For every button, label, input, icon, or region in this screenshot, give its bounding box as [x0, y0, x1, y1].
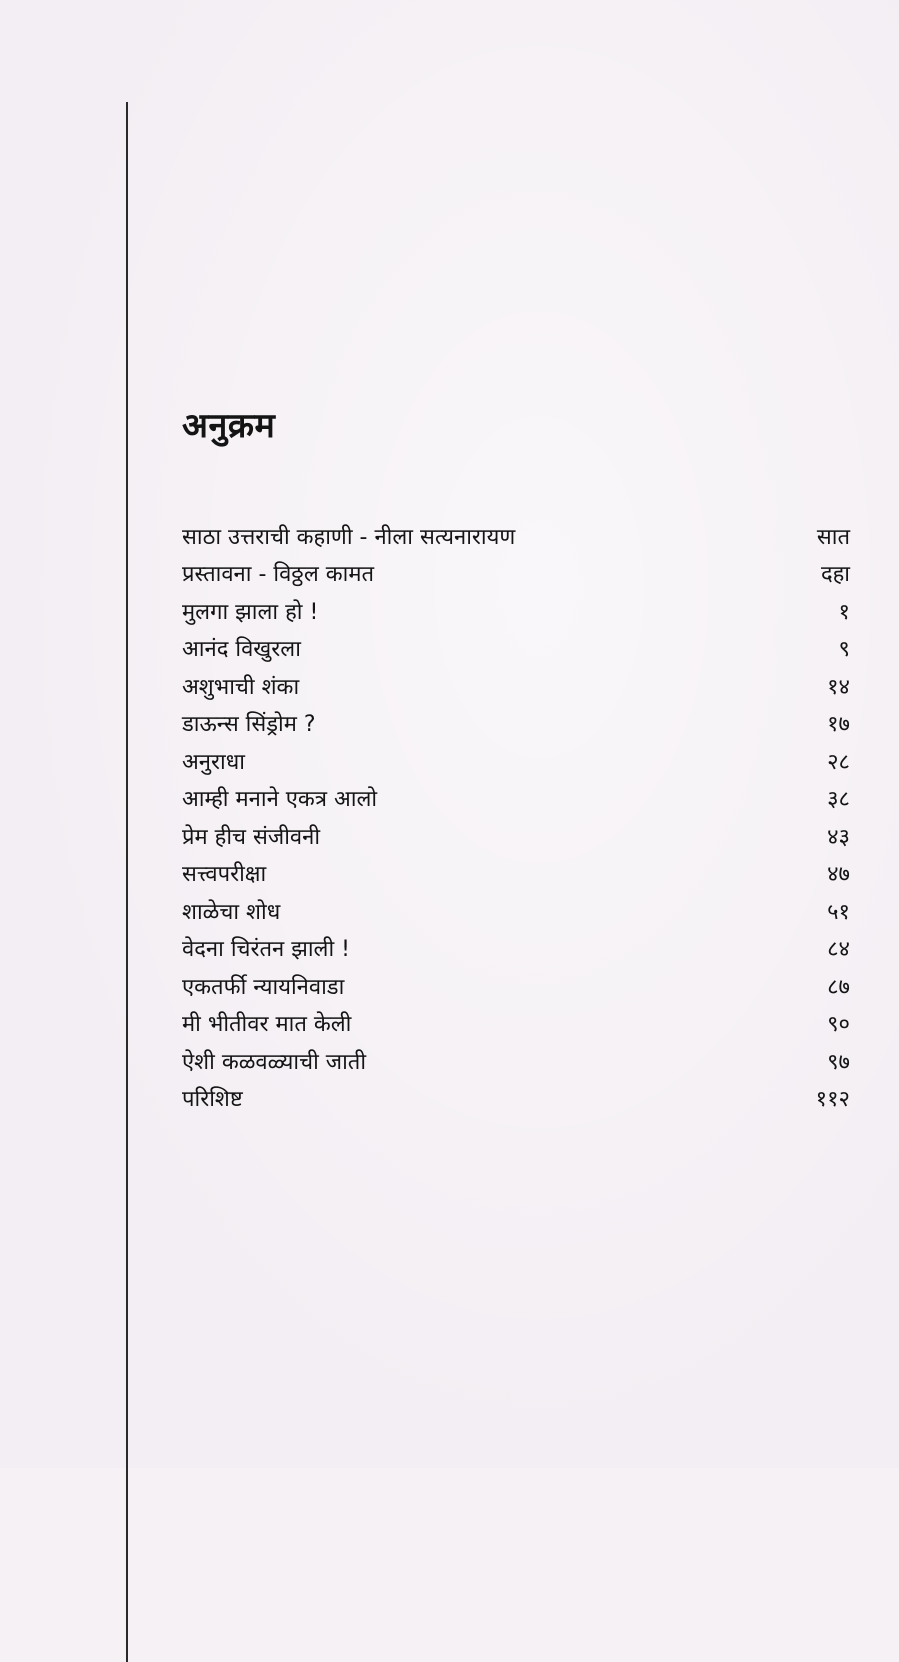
toc-entry-title: ऐशी कळवळ्याची जाती [182, 1049, 367, 1075]
toc-entry-title: आनंद विखुरला [182, 637, 301, 663]
toc-entry [182, 555, 850, 593]
toc-entry [182, 667, 850, 705]
toc-entry [182, 592, 850, 630]
toc-entry [182, 1005, 850, 1043]
toc-entry [182, 742, 850, 780]
toc-entry-title: डाऊन्स सिंड्रोम ? [182, 712, 316, 738]
toc-entry [182, 630, 850, 668]
toc-entry [182, 892, 850, 930]
toc-entry-title: परिशिष्ट [182, 1087, 243, 1113]
toc-entry-title: मुलगा झाला हो ! [182, 599, 319, 625]
toc-entry-page: सात [816, 524, 850, 550]
toc-entry [182, 1080, 850, 1118]
toc-entry-title: सत्त्वपरीक्षा [182, 862, 267, 888]
toc-entry-page: ८७ [827, 974, 850, 1000]
contents-heading: अनुक्रम [182, 406, 276, 446]
toc-entry-title: वेदना चिरंतन झाली ! [182, 937, 350, 963]
toc-entry-title: साठा उत्तराची कहाणी - नीला सत्यनारायण [182, 524, 516, 550]
toc-entry-title: आम्ही मनाने एकत्र आलो [182, 787, 378, 813]
toc-entry-title: अनुराधा [182, 749, 245, 775]
toc-entry-page: ९ [838, 637, 850, 663]
toc-entry-page: ४३ [827, 824, 850, 850]
table-of-contents [182, 517, 850, 1117]
toc-entry-title: प्रस्तावना - विठ्ठल कामत [182, 562, 375, 588]
toc-entry-title: शाळेचा शोध [182, 899, 281, 925]
toc-entry-title: प्रेम हीच संजीवनी [182, 824, 321, 850]
toc-entry [182, 780, 850, 818]
toc-entry-page: ११२ [815, 1087, 850, 1113]
toc-entry-page: ९० [827, 1012, 850, 1038]
toc-entry-title: मी भीतीवर मात केली [182, 1012, 352, 1038]
toc-entry-title: एकतर्फी न्यायनिवाडा [182, 974, 345, 1000]
toc-entry-page: १४ [827, 674, 850, 700]
toc-entry-page: २८ [827, 749, 850, 775]
toc-entry-title: अशुभाची शंका [182, 674, 300, 700]
toc-entry [182, 517, 850, 555]
toc-entry [182, 967, 850, 1005]
toc-entry [182, 855, 850, 893]
toc-entry [182, 1042, 850, 1080]
toc-entry-page: १ [838, 599, 850, 625]
toc-entry-page: ४७ [827, 862, 850, 888]
toc-entry-page: दहा [820, 562, 850, 588]
margin-rule [126, 102, 128, 1662]
toc-entry-page: ३८ [827, 787, 850, 813]
toc-entry [182, 705, 850, 743]
toc-entry [182, 930, 850, 968]
toc-entry-page: १७ [827, 712, 850, 738]
toc-entry-page: ८४ [827, 937, 850, 963]
toc-entry-page: ९७ [827, 1049, 850, 1075]
toc-entry-page: ५१ [827, 899, 850, 925]
toc-entry [182, 817, 850, 855]
